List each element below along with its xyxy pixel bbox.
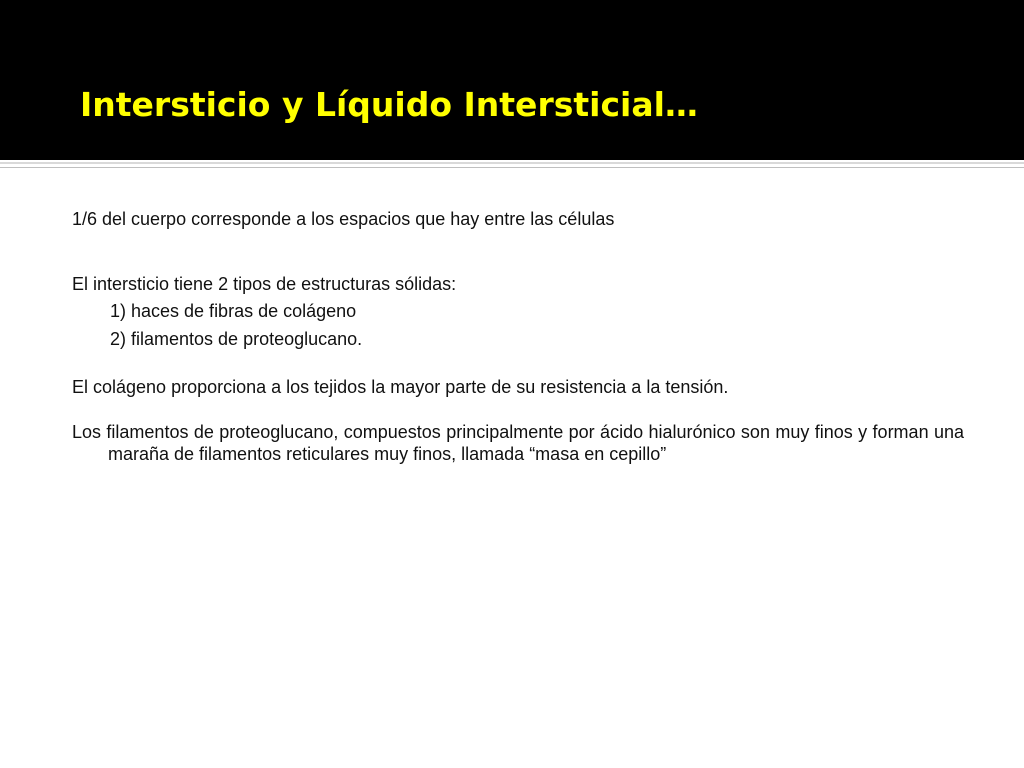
- paragraph-proteoglycan: Los filamentos de proteoglucano, compuestos principalmente por ácido hialurónico son muy finos y forman una maraña de filamentos reticulares muy finos, llamada “masa en cepillo”: [72, 422, 964, 464]
- paragraph-structures-intro: El intersticio tiene 2 tipos de estructuras sólidas:: [72, 274, 457, 294]
- paragraph-fraction: 1/6 del cuerpo corresponde a los espacios que hay entre las células: [72, 209, 615, 229]
- title-divider-thick: [0, 162, 1024, 164]
- title-bar: [0, 0, 1024, 160]
- title-divider-thin: [0, 167, 1024, 168]
- slide-title: Intersticio y Líquido Intersticial…: [80, 85, 698, 124]
- list-item-structure-1: 1) haces de fibras de colágeno: [110, 301, 357, 321]
- paragraph-collagen: El colágeno proporciona a los tejidos la mayor parte de su resistencia a la tensión.: [72, 377, 729, 397]
- list-item-structure-2: 2) filamentos de proteoglucano.: [110, 329, 363, 349]
